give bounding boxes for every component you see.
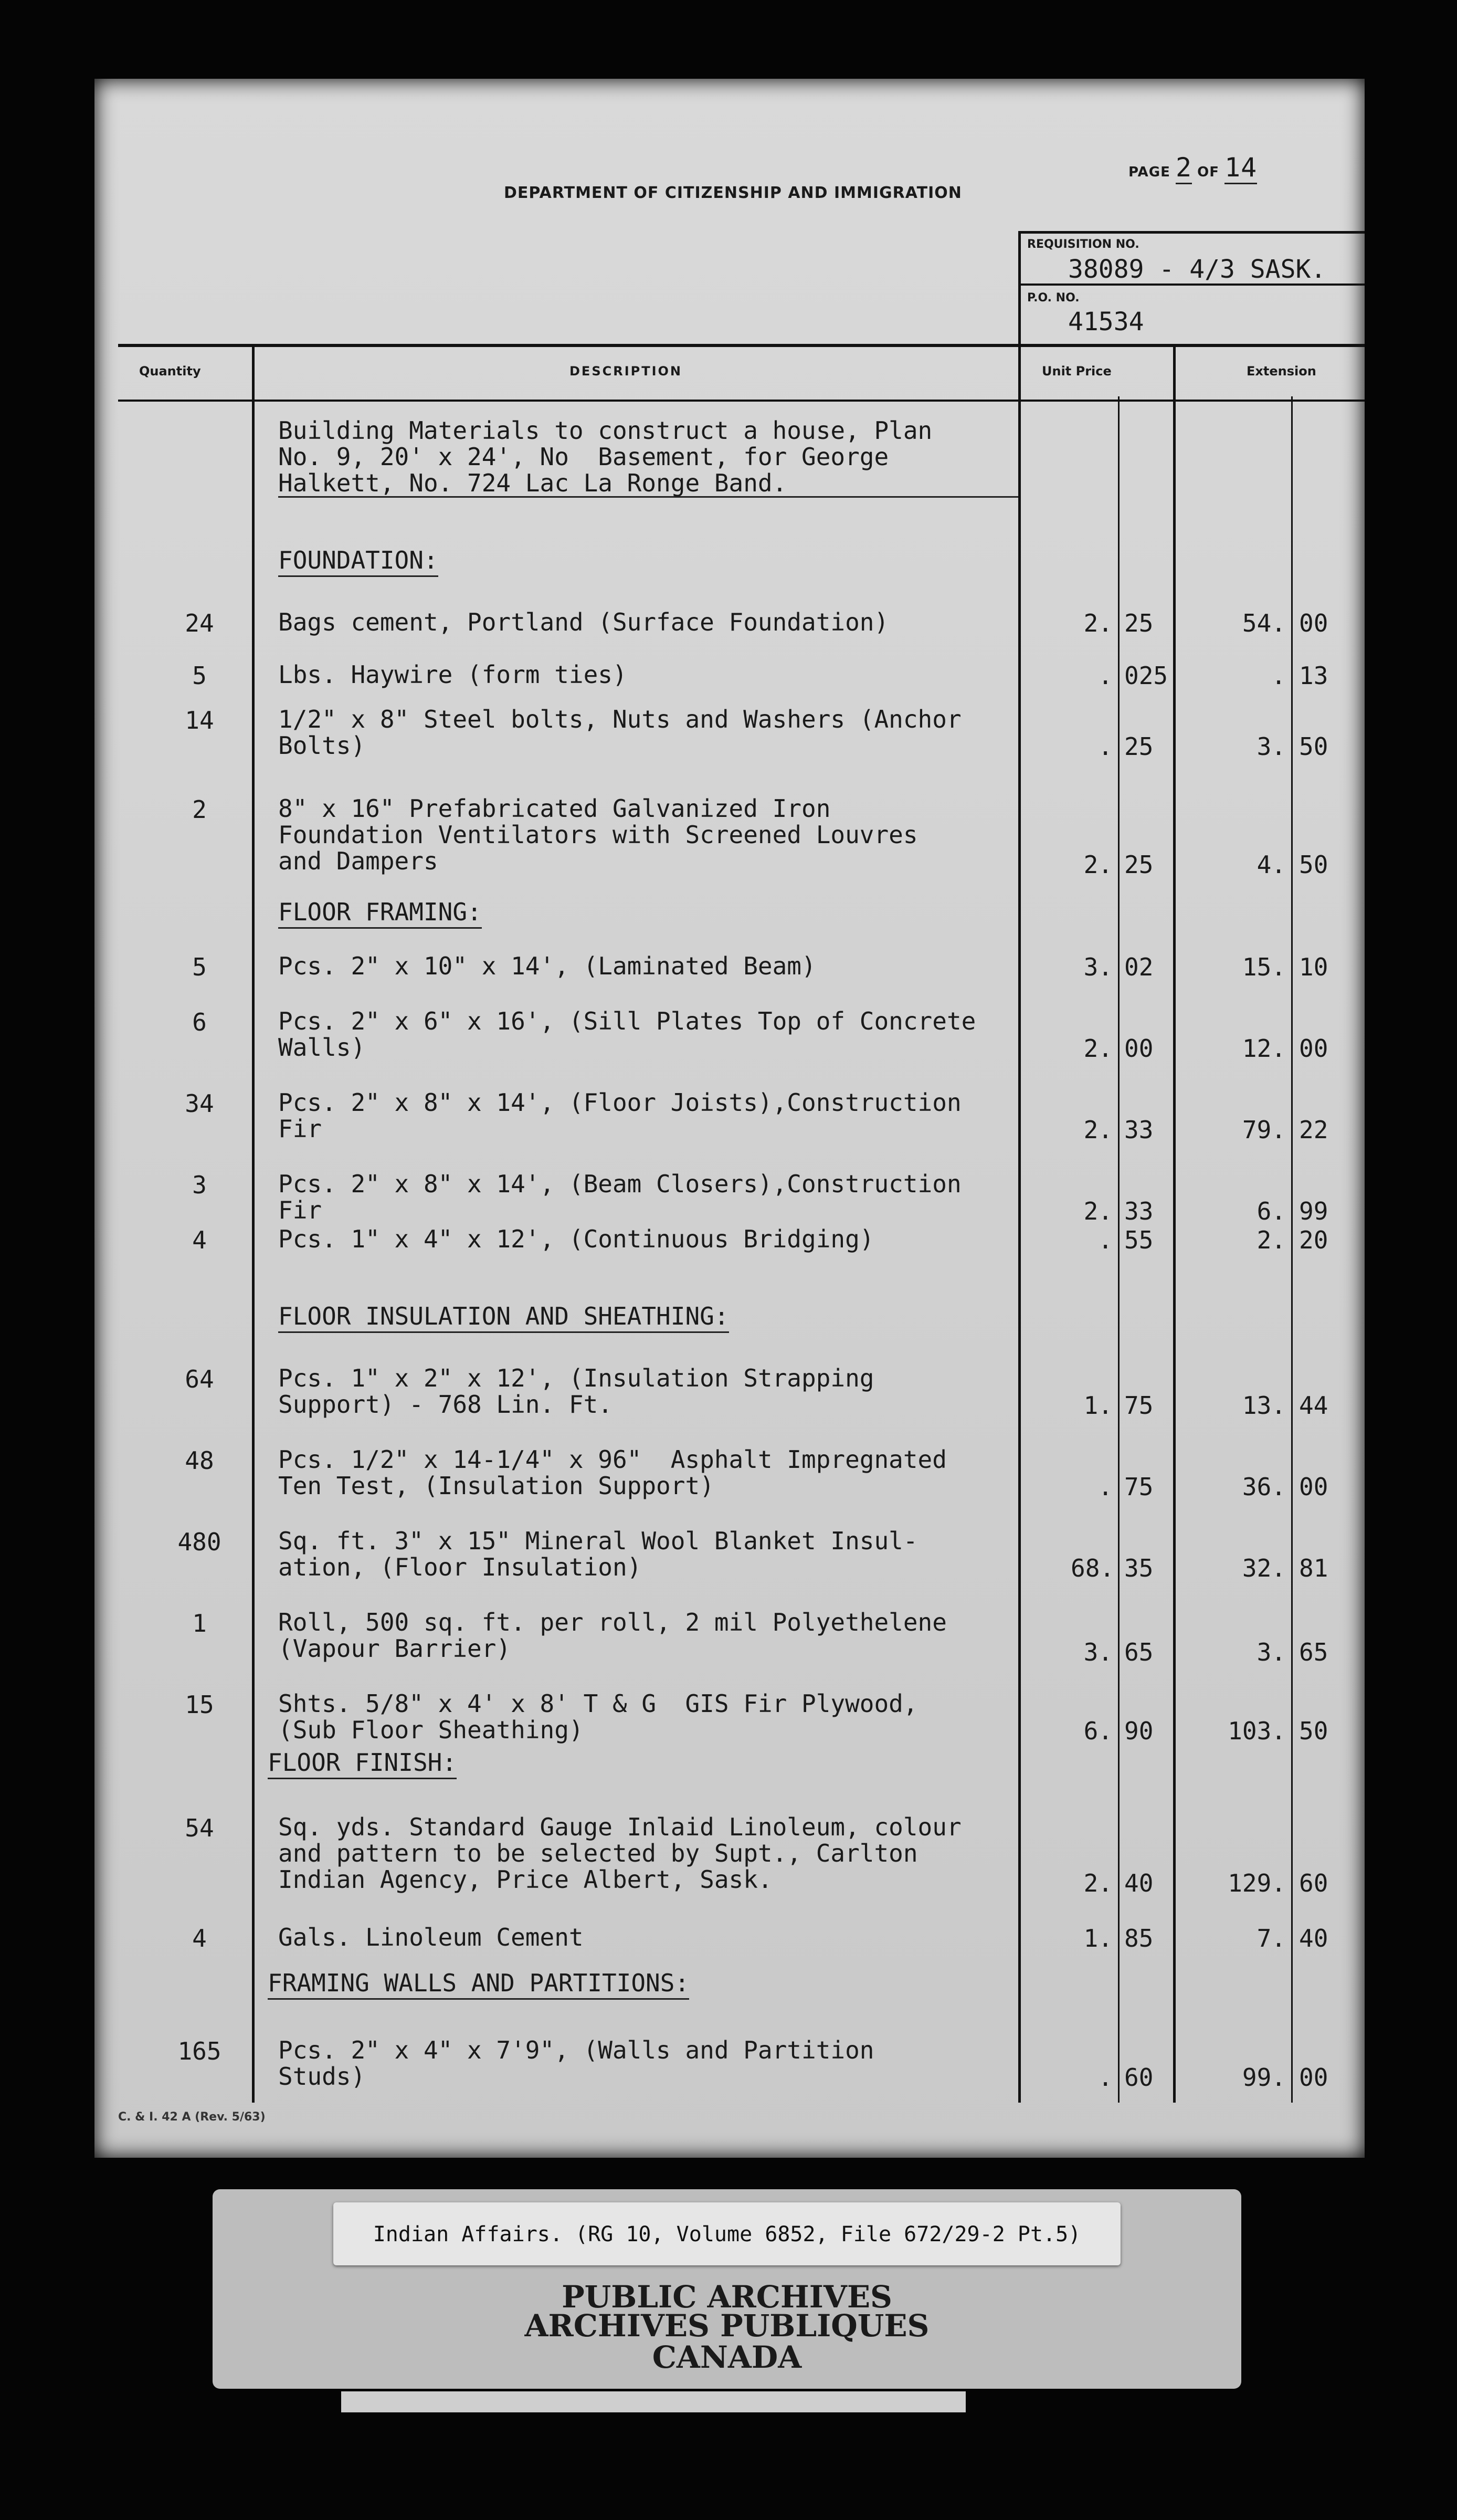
archive-card bbox=[213, 2189, 1241, 2389]
item-description-line: Bags cement, Portland (Surface Foundation) bbox=[278, 608, 889, 636]
item-description-line: Pcs. 2" x 6" x 16', (Sill Plates Top of Concrete bbox=[278, 1007, 976, 1035]
item-description-line: Pcs. 2" x 4" x 7'9", (Walls and Partition bbox=[278, 2036, 874, 2064]
item-description-line: 1/2" x 8" Steel bolts, Nuts and Washers (Anchor bbox=[278, 705, 962, 733]
item-description-line: Fir bbox=[278, 1196, 322, 1224]
item-extension-cents: 20 bbox=[1299, 1226, 1328, 1254]
item-unit-price-cents: 75 bbox=[1124, 1391, 1154, 1420]
item-extension-dollars: 3. bbox=[1257, 732, 1286, 761]
item-unit-price-cents: 75 bbox=[1124, 1473, 1154, 1501]
archive-reference-label bbox=[333, 2202, 1121, 2265]
item-description-line: (Vapour Barrier) bbox=[278, 1634, 511, 1663]
section-foundation: FOUNDATION: bbox=[278, 546, 438, 577]
item-extension-dollars: 13. bbox=[1242, 1391, 1286, 1420]
page-indicator bbox=[1128, 152, 1257, 183]
section-floor-insulation: FLOOR INSULATION AND SHEATHING: bbox=[278, 1302, 729, 1333]
description-header: DESCRIPTION bbox=[569, 364, 683, 379]
item-extension-cents: 81 bbox=[1299, 1554, 1328, 1582]
item-unit-price-dollars: 1. bbox=[1083, 1391, 1113, 1420]
item-description-line: Sq. ft. 3" x 15" Mineral Wool Blanket Insul- bbox=[278, 1527, 918, 1555]
item-extension-dollars: 129. bbox=[1228, 1869, 1286, 1897]
item-unit-price-dollars: . bbox=[1098, 1226, 1113, 1254]
item-description-line: Pcs. 2" x 8" x 14', (Floor Joists),Construction bbox=[278, 1088, 962, 1117]
item-quantity: 6 bbox=[192, 1008, 207, 1036]
item-description-line: ation, (Floor Insulation) bbox=[278, 1553, 642, 1581]
item-quantity: 54 bbox=[185, 1814, 214, 1842]
item-unit-price-cents: 25 bbox=[1124, 850, 1154, 879]
section-framing-walls: FRAMING WALLS AND PARTITIONS: bbox=[268, 1969, 689, 2000]
item-unit-price-dollars: 2. bbox=[1083, 1869, 1113, 1897]
archive-country: CANADA bbox=[652, 2339, 802, 2375]
item-extension-cents: 00 bbox=[1299, 609, 1328, 637]
item-quantity: 5 bbox=[192, 662, 207, 690]
item-description-line: and pattern to be selected by Supt., Carlton bbox=[278, 1839, 918, 1867]
item-description-line: Support) - 768 Lin. Ft. bbox=[278, 1390, 613, 1419]
item-unit-price-cents: 025 bbox=[1124, 662, 1168, 690]
item-description-line: Gals. Linoleum Cement bbox=[278, 1923, 584, 1951]
item-extension-cents: 00 bbox=[1299, 1473, 1328, 1501]
item-extension-dollars: 7. bbox=[1257, 1924, 1286, 1952]
item-unit-price-cents: 65 bbox=[1124, 1638, 1154, 1666]
po-label: P.O. NO. bbox=[1027, 291, 1080, 304]
section-floor-finish: FLOOR FINISH: bbox=[268, 1748, 457, 1779]
item-unit-price-dollars: 3. bbox=[1083, 953, 1113, 981]
item-quantity: 3 bbox=[192, 1171, 207, 1199]
item-unit-price-dollars: 2. bbox=[1083, 850, 1113, 879]
item-quantity: 1 bbox=[192, 1609, 207, 1637]
item-extension-dollars: 6. bbox=[1257, 1197, 1286, 1225]
item-extension-cents: 22 bbox=[1299, 1116, 1328, 1144]
item-unit-price-dollars: 2. bbox=[1083, 1116, 1113, 1144]
po-number: 41534 bbox=[1068, 307, 1144, 337]
item-unit-price-cents: 85 bbox=[1124, 1924, 1154, 1952]
item-unit-price-cents: 90 bbox=[1124, 1717, 1154, 1745]
item-description-line: Pcs. 2" x 10" x 14', (Laminated Beam) bbox=[278, 952, 816, 980]
requisition-label: REQUISITION NO. bbox=[1027, 238, 1139, 251]
page-total: 14 bbox=[1224, 152, 1257, 184]
item-extension-dollars: 32. bbox=[1242, 1554, 1286, 1582]
item-description-line: Sq. yds. Standard Gauge Inlaid Linoleum, colour bbox=[278, 1813, 962, 1841]
department-title: DEPARTMENT OF CITIZENSHIP AND IMMIGRATION bbox=[504, 184, 962, 202]
column-rule-extension-cents bbox=[1291, 396, 1293, 2103]
item-description-line: Pcs. 1" x 4" x 12', (Continuous Bridging) bbox=[278, 1225, 874, 1253]
item-quantity: 24 bbox=[185, 609, 214, 637]
item-description-line: Shts. 5/8" x 4' x 8' T & G GIS Fir Plywood, bbox=[278, 1689, 918, 1718]
column-rule-unit-cents bbox=[1118, 396, 1120, 2103]
item-unit-price-cents: 00 bbox=[1124, 1034, 1154, 1063]
item-unit-price-cents: 02 bbox=[1124, 953, 1154, 981]
item-extension-dollars: 36. bbox=[1242, 1473, 1286, 1501]
item-unit-price-dollars: . bbox=[1098, 1473, 1113, 1501]
item-quantity: 165 bbox=[177, 2037, 221, 2065]
item-extension-dollars: 12. bbox=[1242, 1034, 1286, 1063]
item-quantity: 5 bbox=[192, 953, 207, 981]
archive-card-base bbox=[341, 2391, 966, 2412]
column-rule-unit-price bbox=[1173, 344, 1176, 2103]
item-extension-cents: 44 bbox=[1299, 1391, 1328, 1420]
item-extension-cents: 00 bbox=[1299, 1034, 1328, 1063]
item-description-line: Bolts) bbox=[278, 731, 366, 760]
item-extension-dollars: 103. bbox=[1228, 1717, 1286, 1745]
item-quantity: 14 bbox=[185, 706, 214, 734]
item-unit-price-cents: 40 bbox=[1124, 1869, 1154, 1897]
item-extension-dollars: . bbox=[1271, 662, 1286, 690]
column-rule-description bbox=[1018, 231, 1021, 2103]
requisition-number: 38089 - 4/3 SASK. bbox=[1068, 255, 1326, 284]
page-of-label: OF bbox=[1197, 164, 1220, 180]
item-extension-cents: 50 bbox=[1299, 732, 1328, 761]
item-description-line: Pcs. 2" x 8" x 14', (Beam Closers),Construction bbox=[278, 1170, 962, 1198]
column-header-row bbox=[118, 344, 1365, 402]
item-quantity: 48 bbox=[185, 1446, 214, 1475]
item-unit-price-cents: 55 bbox=[1124, 1226, 1154, 1254]
archive-name-fr: ARCHIVES PUBLIQUES bbox=[524, 2308, 930, 2344]
item-description-line: Indian Agency, Price Albert, Sask. bbox=[278, 1865, 773, 1894]
item-unit-price-cents: 25 bbox=[1124, 732, 1154, 761]
section-floor-framing: FLOOR FRAMING: bbox=[278, 898, 482, 929]
item-quantity: 4 bbox=[192, 1924, 207, 1952]
intro-line-3: Halkett, No. 724 Lac La Ronge Band. bbox=[278, 470, 1018, 498]
intro-line-2: No. 9, 20' x 24', No Basement, for George bbox=[278, 443, 889, 471]
archive-reference-text: Indian Affairs. (RG 10, Volume 6852, File 672/29-2 Pt.5) bbox=[373, 2222, 1081, 2246]
item-extension-dollars: 79. bbox=[1242, 1116, 1286, 1144]
item-unit-price-cents: 33 bbox=[1124, 1197, 1154, 1225]
item-unit-price-dollars: . bbox=[1098, 662, 1113, 690]
item-description-line: Pcs. 1/2" x 14-1/4" x 96" Asphalt Impregnated bbox=[278, 1445, 947, 1474]
item-unit-price-cents: 35 bbox=[1124, 1554, 1154, 1582]
item-description-line: Studs) bbox=[278, 2062, 366, 2091]
item-unit-price-cents: 25 bbox=[1124, 609, 1154, 637]
item-unit-price-dollars: 2. bbox=[1083, 609, 1113, 637]
item-description-line: Ten Test, (Insulation Support) bbox=[278, 1472, 714, 1500]
item-extension-cents: 65 bbox=[1299, 1638, 1328, 1666]
item-description-line: Roll, 500 sq. ft. per roll, 2 mil Polyethelene bbox=[278, 1608, 947, 1636]
item-description-line: and Dampers bbox=[278, 847, 438, 875]
item-unit-price-dollars: 2. bbox=[1083, 1034, 1113, 1063]
item-unit-price-dollars: 2. bbox=[1083, 1197, 1113, 1225]
item-quantity: 4 bbox=[192, 1226, 207, 1254]
item-unit-price-dollars: 3. bbox=[1083, 1638, 1113, 1666]
unit-price-header: Unit Price bbox=[1042, 364, 1112, 379]
item-description-line: Foundation Ventilators with Screened Louvres bbox=[278, 821, 918, 849]
item-unit-price-dollars: 68. bbox=[1071, 1554, 1115, 1582]
item-description-line: Walls) bbox=[278, 1033, 366, 1062]
item-unit-price-dollars: 6. bbox=[1083, 1717, 1113, 1745]
intro-line-1: Building Materials to construct a house, Plan bbox=[278, 416, 933, 445]
item-description-line: Lbs. Haywire (form ties) bbox=[278, 660, 627, 689]
item-extension-cents: 00 bbox=[1299, 2063, 1328, 2092]
quantity-header: Quantity bbox=[139, 364, 201, 379]
item-extension-cents: 10 bbox=[1299, 953, 1328, 981]
page-number: 2 bbox=[1176, 152, 1192, 184]
item-unit-price-dollars: . bbox=[1098, 732, 1113, 761]
item-extension-cents: 60 bbox=[1299, 1869, 1328, 1897]
item-extension-dollars: 99. bbox=[1242, 2063, 1286, 2092]
item-extension-cents: 13 bbox=[1299, 662, 1328, 690]
item-description-line: Pcs. 1" x 2" x 12', (Insulation Strapping bbox=[278, 1364, 874, 1392]
form-identifier: C. & I. 42 A (Rev. 5/63) bbox=[118, 2110, 266, 2124]
item-extension-cents: 50 bbox=[1299, 1717, 1328, 1745]
document-sheet bbox=[94, 79, 1365, 2158]
item-quantity: 15 bbox=[185, 1690, 214, 1719]
item-extension-dollars: 15. bbox=[1242, 953, 1286, 981]
item-unit-price-dollars: . bbox=[1098, 2063, 1113, 2092]
item-unit-price-dollars: 1. bbox=[1083, 1924, 1113, 1952]
item-unit-price-cents: 60 bbox=[1124, 2063, 1154, 2092]
item-quantity: 34 bbox=[185, 1089, 214, 1118]
extension-header: Extension bbox=[1247, 364, 1316, 379]
item-description-line: 8" x 16" Prefabricated Galvanized Iron bbox=[278, 794, 831, 823]
archive-name-en: PUBLIC ARCHIVES bbox=[562, 2279, 892, 2315]
item-quantity: 2 bbox=[192, 795, 207, 824]
item-unit-price-cents: 33 bbox=[1124, 1116, 1154, 1144]
page-label: PAGE bbox=[1128, 164, 1170, 180]
column-rule-quantity bbox=[252, 344, 255, 2103]
requisition-divider bbox=[1018, 284, 1365, 286]
item-extension-dollars: 4. bbox=[1257, 850, 1286, 879]
item-extension-cents: 50 bbox=[1299, 850, 1328, 879]
item-extension-cents: 99 bbox=[1299, 1197, 1328, 1225]
item-description-line: Fir bbox=[278, 1115, 322, 1143]
item-quantity: 480 bbox=[177, 1528, 221, 1556]
item-extension-dollars: 54. bbox=[1242, 609, 1286, 637]
item-extension-dollars: 3. bbox=[1257, 1638, 1286, 1666]
item-extension-cents: 40 bbox=[1299, 1924, 1328, 1952]
item-description-line: (Sub Floor Sheathing) bbox=[278, 1716, 584, 1744]
item-quantity: 64 bbox=[185, 1365, 214, 1393]
item-extension-dollars: 2. bbox=[1257, 1226, 1286, 1254]
